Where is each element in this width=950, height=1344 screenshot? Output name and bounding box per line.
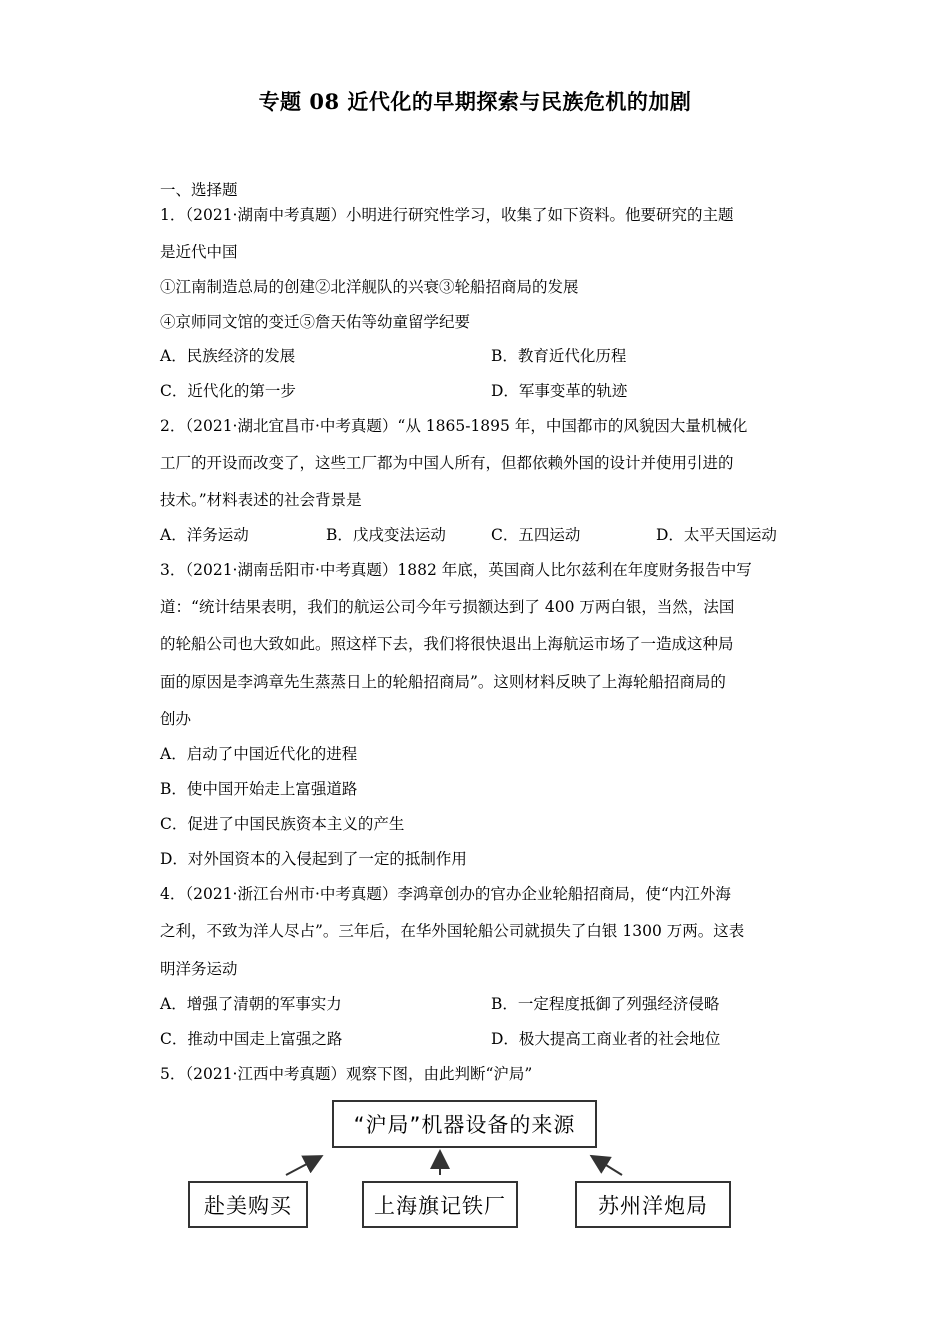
question-1-option-b: B．教育近代化历程 bbox=[491, 347, 627, 365]
diagram-middle-box: 上海旗记铁厂 bbox=[362, 1181, 518, 1228]
question-3-text: 3．（2021·湖南岳阳市·中考真题）1882 年底，英国商人比尔兹利在年度财务报告中写 bbox=[160, 561, 752, 579]
question-3-option-b: B．使中国开始走上富强道路 bbox=[160, 780, 358, 798]
question-1-option-d: D．军事变革的轨迹 bbox=[491, 382, 628, 400]
question-3-text: 创办 bbox=[160, 710, 192, 728]
arrow-left bbox=[286, 1157, 320, 1175]
question-4-option-c: C．推动中国走上富强之路 bbox=[160, 1030, 343, 1048]
question-4-text: 之利，不致为洋人尽占”。三年后，在华外国轮船公司就损失了白银 1300 万两。这表 bbox=[160, 922, 745, 940]
question-1-text: ④京师同文馆的变迁⑤詹天佑等幼童留学纪要 bbox=[160, 313, 471, 331]
question-2-text: 工厂的开设而改变了，这些工厂都为中国人所有，但都依赖外国的设计并使用引进的 bbox=[160, 454, 734, 472]
arrow-right bbox=[593, 1157, 622, 1175]
question-2-option-b: B．戊戌变法运动 bbox=[326, 526, 446, 544]
question-4-option-a: A．增强了清朝的军事实力 bbox=[160, 995, 342, 1013]
question-3-option-c: C．促进了中国民族资本主义的产生 bbox=[160, 815, 405, 833]
question-3-text: 面的原因是李鸿章先生蒸蒸日上的轮船招商局”。这则材料反映了上海轮船招商局的 bbox=[160, 673, 726, 691]
page-title: 专题 08 近代化的早期探索与民族危机的加剧 bbox=[258, 89, 692, 114]
equipment-source-diagram bbox=[186, 1095, 736, 1230]
question-1-option-a: A．民族经济的发展 bbox=[160, 347, 296, 365]
question-4-text: 明洋务运动 bbox=[160, 960, 238, 978]
question-3-text: 的轮船公司也大致如此。照这样下去，我们将很快退出上海航运市场了一造成这种局 bbox=[160, 635, 734, 653]
diagram-left-box: 赴美购买 bbox=[188, 1181, 308, 1228]
question-4-text: 4．（2021·浙江台州市·中考真题）李鸿章创办的官办企业轮船招商局，使“内江外海 bbox=[160, 885, 731, 903]
section-heading: 一、选择题 bbox=[160, 181, 238, 199]
question-2-option-d: D．太平天国运动 bbox=[656, 526, 777, 544]
diagram-top-box: “沪局”机器设备的来源 bbox=[332, 1100, 597, 1148]
question-2-text: 技术。”材料表述的社会背景是 bbox=[160, 491, 362, 509]
question-3-option-d: D．对外国资本的入侵起到了一定的抵制作用 bbox=[160, 850, 467, 868]
question-2-option-c: C．五四运动 bbox=[491, 526, 581, 544]
question-4-option-d: D．极大提高工商业者的社会地位 bbox=[491, 1030, 721, 1048]
question-2-text: 2．（2021·湖北宜昌市·中考真题）“从 1865-1895 年，中国都市的风貌因大量机械化 bbox=[160, 417, 748, 435]
question-3-text: 道：“统计结果表明，我们的航运公司今年亏损额达到了 400 万两白银，当然，法国 bbox=[160, 598, 735, 616]
question-1-text: ①江南制造总局的创建②北洋舰队的兴衰③轮船招商局的发展 bbox=[160, 278, 579, 296]
question-1-text: 1．（2021·湖南中考真题）小明进行研究性学习，收集了如下资料。他要研究的主题 bbox=[160, 206, 734, 224]
question-1-text: 是近代中国 bbox=[160, 243, 238, 261]
question-3-option-a: A．启动了中国近代化的进程 bbox=[160, 745, 358, 763]
question-4-option-b: B．一定程度抵御了列强经济侵略 bbox=[491, 995, 720, 1013]
question-2-option-a: A．洋务运动 bbox=[160, 526, 249, 544]
question-1-option-c: C．近代化的第一步 bbox=[160, 382, 296, 400]
question-5-text: 5．（2021·江西中考真题）观察下图，由此判断“沪局” bbox=[160, 1065, 533, 1083]
diagram-right-box: 苏州洋炮局 bbox=[575, 1181, 731, 1228]
